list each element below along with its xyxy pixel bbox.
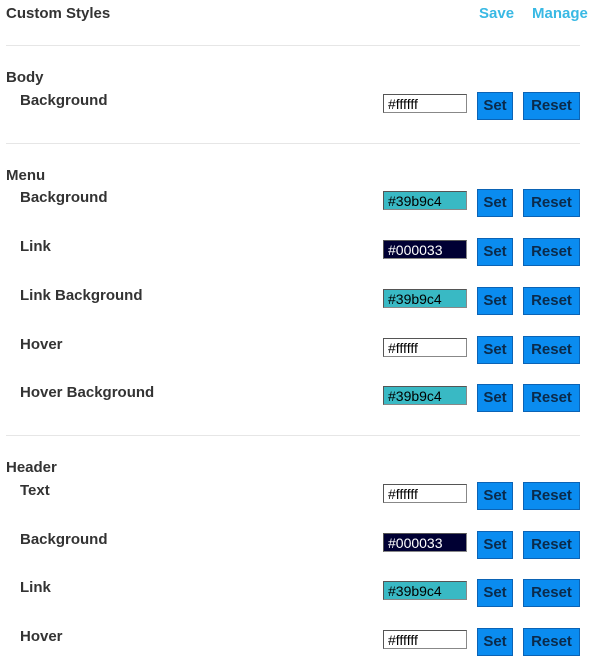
color-input-header-hover[interactable] [383, 630, 467, 649]
reset-button[interactable]: Reset [523, 287, 580, 315]
reset-button[interactable]: Reset [523, 189, 580, 217]
set-button[interactable]: Set [477, 287, 513, 315]
reset-button[interactable]: Reset [523, 238, 580, 266]
divider [6, 435, 580, 436]
set-button[interactable]: Set [477, 189, 513, 217]
reset-button[interactable]: Reset [523, 336, 580, 364]
row-header-background [0, 531, 600, 561]
reset-button[interactable]: Reset [523, 628, 580, 656]
set-button[interactable]: Set [477, 628, 513, 656]
color-input-body-background[interactable] [383, 94, 467, 113]
color-input-menu-link-background[interactable] [383, 289, 467, 308]
color-input-menu-background[interactable] [383, 191, 467, 210]
row-label: Hover [20, 336, 63, 353]
color-input-menu-hover-background[interactable] [383, 386, 467, 405]
row-label: Background [20, 531, 108, 548]
save-link[interactable]: Save [479, 5, 515, 22]
row-label: Background [20, 189, 108, 206]
reset-button[interactable]: Reset [523, 579, 580, 607]
row-menu-background [0, 189, 600, 219]
color-input-header-background[interactable] [383, 533, 467, 552]
reset-button[interactable]: Reset [523, 384, 580, 412]
color-input-menu-link[interactable] [383, 240, 467, 259]
row-header-hover [0, 628, 600, 658]
row-label: Background [20, 92, 108, 109]
divider [6, 143, 580, 144]
row-menu-link [0, 238, 600, 268]
top-bar [0, 0, 600, 30]
row-header-link [0, 579, 600, 609]
row-body-background [0, 92, 600, 122]
row-label: Text [20, 482, 50, 499]
set-button[interactable]: Set [477, 531, 513, 559]
set-button[interactable]: Set [477, 336, 513, 364]
set-button[interactable]: Set [477, 482, 513, 510]
row-label: Link [20, 579, 51, 596]
row-menu-hover-background [0, 384, 600, 414]
set-button[interactable]: Set [477, 579, 513, 607]
section-title-header: Header [6, 459, 57, 476]
reset-button[interactable]: Reset [523, 92, 580, 120]
set-button[interactable]: Set [477, 92, 513, 120]
reset-button[interactable]: Reset [523, 531, 580, 559]
manage-link[interactable]: Manage [532, 5, 588, 22]
row-menu-hover [0, 336, 600, 366]
reset-button[interactable]: Reset [523, 482, 580, 510]
row-label: Link [20, 238, 51, 255]
section-title-menu: Menu [6, 167, 46, 184]
row-label: Hover Background [20, 384, 155, 401]
row-header-text [0, 482, 600, 512]
row-label: Hover [20, 628, 63, 645]
page-title: Custom Styles [6, 5, 111, 22]
row-label: Link Background [20, 287, 143, 304]
color-input-header-link[interactable] [383, 581, 467, 600]
set-button[interactable]: Set [477, 384, 513, 412]
divider [6, 45, 580, 46]
color-input-header-text[interactable] [383, 484, 467, 503]
set-button[interactable]: Set [477, 238, 513, 266]
row-menu-link-background [0, 287, 600, 317]
color-input-menu-hover[interactable] [383, 338, 467, 357]
section-title-body: Body [6, 69, 44, 86]
